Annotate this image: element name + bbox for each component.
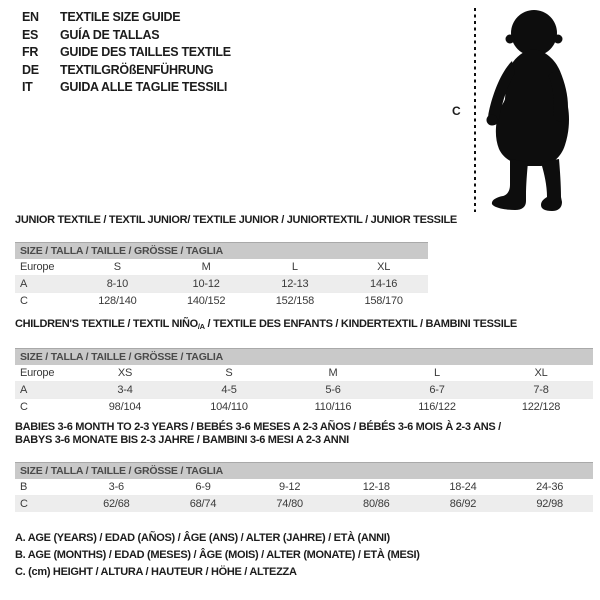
language-row: [22, 62, 231, 80]
size-cell: L: [251, 259, 340, 276]
language-label: TEXTILGRÖßENFÜHRUNG: [60, 62, 214, 77]
size-cell: XL: [339, 259, 428, 276]
size-cell: 104/110: [210, 401, 248, 413]
size-cell: 6-9: [160, 479, 247, 496]
size-cell: 140/152: [186, 295, 226, 307]
babies-size-table: [15, 479, 593, 512]
table-row: [15, 365, 593, 382]
size-cell: 12-13: [251, 276, 340, 293]
size-cell: L: [385, 365, 489, 382]
size-cell: 9-12: [246, 479, 333, 496]
language-label: GUIDA ALLE TAGLIE TESSILI: [60, 80, 228, 94]
size-cell: 86/92: [420, 496, 507, 513]
size-cell: M: [162, 259, 251, 276]
language-row: [22, 9, 231, 27]
size-cell: 158/170: [364, 295, 403, 307]
language-row: [22, 79, 231, 97]
row-label: A: [15, 382, 73, 399]
table-row: [15, 399, 593, 416]
language-list: [22, 9, 231, 97]
size-cell: 62/68: [73, 496, 160, 513]
size-cell: XL: [489, 365, 593, 382]
row-label: C: [20, 401, 28, 413]
children-size-table: [15, 365, 593, 415]
size-cell: 110/116: [314, 401, 352, 413]
language-label: GUÍA DE TALLAS: [60, 27, 160, 42]
row-label: C: [15, 496, 73, 513]
babies-size-header: SIZE / TALLA / TAILLE / GRÖSSE / TAGLIA: [15, 462, 593, 479]
language-label: GUIDE DES TAILLES TEXTILE: [60, 45, 231, 59]
babies-table-title-line1: BABIES 3-6 MONTH TO 2-3 YEARS / BEBÉS 3-6 MESES A 2-3 AÑOS / BÉBÉS 3-6 MOIS À 2-3 ANS /: [15, 421, 501, 433]
legend-age-years: A. AGE (YEARS) / EDAD (AÑOS) / ÂGE (ANS) / ALTER (JAHRE) / ETÀ (ANNI): [15, 532, 390, 544]
size-cell: 6-7: [385, 382, 489, 399]
junior-size-header: SIZE / TALLA / TAILLE / GRÖSSE / TAGLIA: [15, 242, 428, 259]
size-cell: 4-5: [177, 382, 281, 399]
table-row: [15, 293, 428, 310]
children-title-post: / TEXTILE DES ENFANTS / KINDERTEXTIL / BAMBINI TESSILE: [204, 318, 517, 330]
size-cell: 18-24: [420, 479, 507, 496]
row-label: Europe: [15, 365, 73, 382]
baby-silhouette-icon: [482, 9, 574, 211]
size-cell: 152/158: [275, 295, 315, 307]
row-label: B: [15, 479, 73, 496]
legend-height-cm: C. (cm) HEIGHT / ALTURA / HAUTEUR / HÖHE / ALTEZZA: [15, 566, 297, 578]
size-cell: 5-6: [281, 382, 385, 399]
size-cell: 74/80: [246, 496, 333, 513]
size-cell: 8-10: [73, 276, 162, 293]
size-cell: S: [73, 259, 162, 276]
size-cell: 92/98: [506, 496, 593, 513]
row-label: A: [15, 276, 73, 293]
junior-size-table: [15, 259, 428, 309]
language-code: IT: [22, 80, 33, 94]
size-cell: S: [177, 365, 281, 382]
table-row: [15, 382, 593, 399]
language-code: ES: [22, 27, 39, 42]
children-table-title: [15, 318, 593, 333]
language-row: [22, 27, 231, 45]
size-cell: 80/86: [333, 496, 420, 513]
size-cell: 12-18: [333, 479, 420, 496]
height-measure-dashed-line: [474, 8, 476, 212]
junior-textile-section: [15, 214, 457, 309]
table-row: [15, 479, 593, 496]
table-row: [15, 276, 428, 293]
row-label: C: [20, 295, 28, 307]
height-measure-label: C: [452, 104, 461, 118]
measurement-legend: [15, 530, 420, 581]
language-code: DE: [22, 62, 39, 77]
language-code: EN: [22, 10, 39, 24]
size-cell: 10-12: [162, 276, 251, 293]
language-label: TEXTILE SIZE GUIDE: [60, 10, 181, 24]
children-title-pre: CHILDREN'S TEXTILE / TEXTIL NIÑO: [15, 318, 198, 330]
language-row: [22, 44, 231, 62]
size-cell: XS: [73, 365, 177, 382]
size-cell: 3-6: [73, 479, 160, 496]
junior-table-title: JUNIOR TEXTILE / TEXTIL JUNIOR/ TEXTILE JUNIOR / JUNIORTEXTIL / JUNIOR TESSILE: [15, 214, 457, 226]
size-cell: M: [281, 365, 385, 382]
language-code: FR: [22, 45, 39, 59]
size-cell: 128/140: [98, 295, 137, 307]
size-cell: 68/74: [160, 496, 247, 513]
size-cell: 116/122: [418, 401, 456, 413]
legend-age-months: B. AGE (MONTHS) / EDAD (MESES) / ÂGE (MOIS) / ALTER (MONATE) / ETÀ (MESI): [15, 549, 420, 561]
table-row: [15, 496, 593, 513]
row-label: Europe: [15, 259, 73, 276]
children-size-header: SIZE / TALLA / TAILLE / GRÖSSE / TAGLIA: [15, 348, 593, 365]
size-cell: 122/128: [521, 401, 561, 413]
size-cell: 3-4: [73, 382, 177, 399]
table-row: [15, 259, 428, 276]
size-cell: 14-16: [339, 276, 428, 293]
size-cell: 7-8: [489, 382, 593, 399]
size-cell: 98/104: [108, 401, 142, 413]
size-cell: 24-36: [506, 479, 593, 496]
children-title-sub: /A: [197, 322, 205, 331]
children-textile-section: [15, 318, 593, 415]
babies-table-title-line2: BABYS 3-6 MONATE BIS 2-3 JAHRE / BAMBINI 3-6 MESI A 2-3 ANNI: [15, 434, 349, 446]
babies-textile-section: [15, 421, 593, 512]
